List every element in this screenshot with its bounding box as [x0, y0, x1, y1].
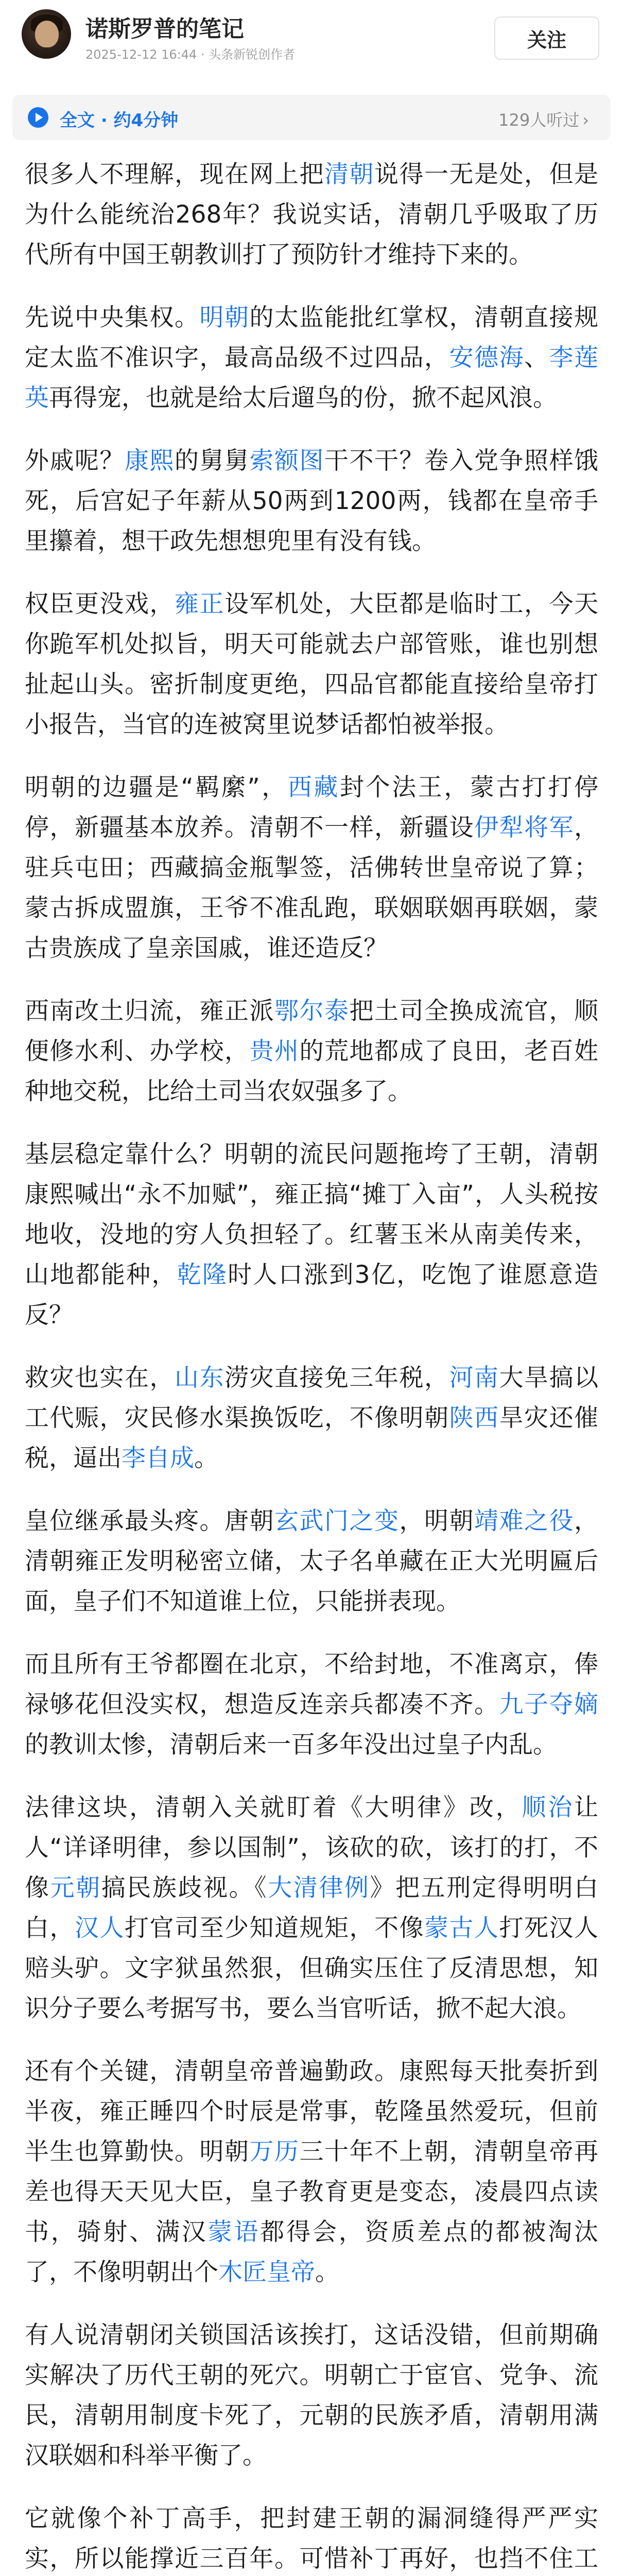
- entity-link[interactable]: 河南: [449, 1364, 499, 1392]
- paragraph-text: 把土司全换成流官，顺便修水利、办学校，: [25, 997, 598, 1065]
- paragraph-text: 救灾也实在，: [25, 1364, 175, 1392]
- article-header: [0, 0, 623, 88]
- entity-link[interactable]: 顺治: [522, 1793, 575, 1822]
- paragraph-text: 涝灾直接免三年税，: [224, 1364, 449, 1392]
- entity-link[interactable]: 索额图: [249, 447, 324, 475]
- paragraph-text: ，清朝雍正发明秘密立储，太子名单藏在正大光明匾后面，皇子们不知道谁上位，只能拼表现。: [25, 1507, 598, 1616]
- entity-link[interactable]: 蒙古人: [424, 1914, 499, 1942]
- paragraph-text: 外戚呢？: [25, 447, 125, 475]
- listen-count-text: 129人听过: [498, 110, 580, 130]
- paragraph-text: 。: [194, 1444, 218, 1472]
- paragraph: [25, 155, 598, 275]
- paragraph: [25, 441, 598, 562]
- paragraph: [25, 1788, 598, 2029]
- paragraph-text: 让人“详译明律，参以国制”，该砍的砍，该打的打，不像: [25, 1793, 599, 1902]
- listen-count[interactable]: [435, 107, 589, 131]
- paragraph-text: 的舅舅: [175, 447, 250, 475]
- paragraph: [25, 1358, 598, 1479]
- paragraph: [25, 1645, 598, 1765]
- entity-link[interactable]: 贵州: [249, 1037, 300, 1065]
- paragraph-text: 都得会，资质差点的都被淘汰了，不像明朝出个: [25, 2218, 599, 2286]
- paragraph-text: 》把五刑定得明明白白，: [25, 1874, 599, 1942]
- paragraph-text: 有人说清朝闭关锁国活该挨打，这话没错，但前期确实解决了历代王朝的死穴。明朝亡于宦官、党争、流民，清朝用制度卡死了，元朝的民族矛盾，清朝用满汉联姻和科举平衡了。: [25, 2321, 598, 2470]
- paragraph-text: 法律这块，清朝入关就盯着《大明律》改，: [25, 1793, 522, 1822]
- paragraph-text: 的教训太惨，清朝后来一百多年没出过皇子内乱。: [25, 1731, 557, 1759]
- paragraph: [25, 1134, 598, 1335]
- entity-link[interactable]: 伊犁将军: [474, 814, 574, 842]
- paragraph-text: 、: [524, 344, 549, 372]
- entity-link[interactable]: 木匠皇帝: [218, 2258, 315, 2286]
- audio-label[interactable]: 全文 · 约4分钟: [60, 110, 179, 131]
- article-body: [25, 155, 598, 2576]
- paragraph-text: 时人口涨到3亿，吃饱了谁愿意造反？: [25, 1261, 599, 1329]
- audio-listen-bar[interactable]: [12, 95, 611, 140]
- paragraph-text: 皇位继承最头疼。唐朝: [25, 1507, 274, 1535]
- paragraph: [25, 2052, 598, 2293]
- paragraph-text: 说得一无是处，但是为什么能统治268年？我说实话，清朝几乎吸取了历代所有中国王朝教训打了预防针才维持下来的。: [25, 160, 598, 269]
- post-meta: 2025-12-12 16:44 · 头条新锐创作者: [85, 47, 296, 62]
- entity-link[interactable]: 靖难之役: [474, 1507, 574, 1535]
- chevron-right-icon: ›: [582, 110, 589, 130]
- entity-link[interactable]: 雍正: [175, 590, 224, 618]
- paragraph-text: 基层稳定靠什么？明朝的流民问题拖垮了王朝，清朝康熙喊出“永不加赋”，雍正搞“摊丁入亩”，人头税按地收，没地的穷人负担轻了。红薯玉米从南美传来，山地都能种，: [25, 1140, 598, 1289]
- author-avatar[interactable]: [22, 9, 71, 59]
- paragraph-text: 而且所有王爷都圈在北京，不给封地，不准离京，俸禄够花但没实权，想造反连亲兵都凑不齐。: [25, 1650, 598, 1719]
- paragraph-text: ，驻兵屯田；西藏搞金瓶掣签，活佛转世皇帝说了算；蒙古拆成盟旗，王爷不准乱跑，联姻联姻再联姻，蒙古贵族成了皇亲国戚，谁还造反？: [25, 814, 598, 962]
- paragraph-text: 。: [315, 2258, 339, 2286]
- entity-link[interactable]: 安德海: [449, 344, 524, 372]
- entity-link[interactable]: 陕西: [449, 1404, 499, 1432]
- avatar-face: [35, 21, 59, 47]
- paragraph-text: 旱灾还催税，逼出: [25, 1404, 598, 1472]
- play-icon[interactable]: [28, 107, 48, 128]
- paragraph-text: ，明朝: [399, 1507, 474, 1535]
- entity-link[interactable]: 万历: [249, 2138, 300, 2166]
- paragraph-text: 封个法王，蒙古打打停停，新疆基本放养。清朝不一样，新疆设: [25, 773, 599, 842]
- paragraph: [25, 991, 598, 1112]
- paragraph-text: 先说中央集权。: [25, 303, 200, 332]
- paragraph-text: 西南改土归流，雍正派: [25, 997, 274, 1025]
- entity-link[interactable]: 清朝: [324, 160, 374, 189]
- paragraph: [25, 768, 598, 969]
- paragraph-text: 还有个关键，清朝皇帝普遍勤政。康熙每天批奏折到半夜，雍正睡四个时辰是常事，乾隆虽然爱玩，但前半生也算勤快。明朝: [25, 2057, 598, 2166]
- entity-link[interactable]: 蒙语: [207, 2218, 261, 2246]
- entity-link[interactable]: 鄂尔泰: [274, 997, 350, 1025]
- entity-link[interactable]: 大清律例: [268, 1874, 370, 1902]
- paragraph: [25, 2499, 598, 2576]
- entity-link[interactable]: 元朝: [50, 1874, 101, 1902]
- entity-link[interactable]: 李莲英: [25, 344, 598, 412]
- paragraph-text: 干不干？卷入党争照样饿死，后宫妃子年薪从50两到1200两，钱都在皇帝手里攥着，想干政先想想兜里有没有钱。: [25, 447, 598, 555]
- paragraph: [25, 2315, 598, 2476]
- paragraph-text: 设军机处，大臣都是临时工，今天你跪军机处拟旨，明天可能就去户部管账，谁也别想扯起山头。密折制度更绝，四品官都能直接给皇帝打小报告，当官的连被窝里说梦话都怕被举报。: [25, 590, 598, 739]
- paragraph-text: 的太监能批红掌权，清朝直接规定太监不准识字，最高品级不过四品，: [25, 303, 598, 372]
- entity-link[interactable]: 山东: [175, 1364, 224, 1392]
- paragraph-text: 明朝的边疆是“羁縻”，: [25, 773, 288, 802]
- paragraph-text: 它就像个补丁高手，把封建王朝的漏洞缝得严严实实，所以能撑近三百年。可惜补丁再好，也挡不住工: [25, 2504, 598, 2573]
- paragraph: [25, 298, 598, 418]
- entity-link[interactable]: 九子夺嫡: [499, 1690, 598, 1719]
- entity-link[interactable]: 汉人: [75, 1914, 125, 1942]
- entity-link[interactable]: 乾隆: [177, 1261, 228, 1289]
- paragraph-text: 再得宠，也就是给太后遛鸟的份，掀不起风浪。: [49, 384, 557, 412]
- follow-button[interactable]: 关注: [494, 16, 599, 60]
- paragraph: [25, 1501, 598, 1622]
- paragraph-text: 搞民族歧视。《: [101, 1874, 268, 1902]
- entity-link[interactable]: 康熙: [125, 447, 175, 475]
- paragraph-text: 打死汉人赔头驴。文字狱虽然狠，但确实压住了反清思想，知识分子要么考据写书，要么当官听话，掀不起大浪。: [25, 1914, 598, 2023]
- paragraph-text: 的荒地都成了良田，老百姓种地交税，比给土司当农奴强多了。: [25, 1037, 598, 1106]
- entity-link[interactable]: 明朝: [199, 303, 250, 332]
- author-name[interactable]: 诺斯罗普的笔记: [85, 16, 244, 42]
- paragraph-text: 很多人不理解，现在网上把: [25, 160, 324, 189]
- paragraph-text: 打官司至少知道规矩，不像: [125, 1914, 424, 1942]
- paragraph: [25, 584, 598, 745]
- paragraph-text: 大旱搞以工代赈，灾民修水渠换饭吃，不像明朝: [25, 1364, 598, 1432]
- entity-link[interactable]: 李自成: [122, 1444, 194, 1472]
- entity-link[interactable]: 西藏: [287, 773, 340, 802]
- paragraph-text: 权臣更没戏，: [25, 590, 175, 618]
- paragraph-text: 三十年不上朝，清朝皇帝再差也得天天见大臣，皇子教育更是变态，凌晨四点读书，骑射、满汉: [25, 2138, 598, 2246]
- entity-link[interactable]: 玄武门之变: [274, 1507, 400, 1535]
